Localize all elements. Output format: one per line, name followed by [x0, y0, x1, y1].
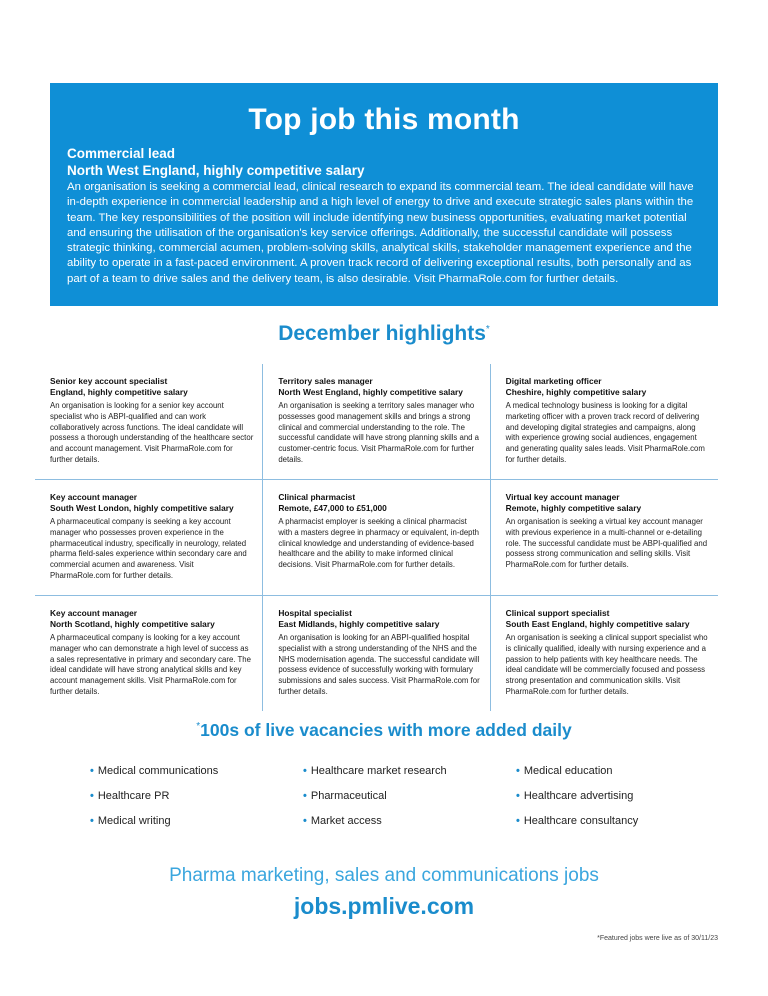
bullet-dot-icon: • — [516, 815, 520, 827]
bullet-dot-icon: • — [303, 765, 307, 777]
job-title: Territory sales manager — [278, 376, 373, 386]
job-card[interactable] — [262, 480, 490, 595]
footnote: *Featured jobs were live as of 30/11/23 — [597, 935, 718, 942]
job-title: Senior key account specialist — [50, 376, 168, 386]
sector-list — [90, 764, 730, 839]
job-subtitle: North West England, highly competitive salary — [278, 387, 463, 397]
job-card[interactable] — [35, 364, 262, 479]
highlights-grid — [35, 364, 718, 711]
sector-item[interactable] — [303, 789, 516, 814]
footer-tagline: Pharma marketing, sales and communications jobs — [169, 865, 599, 886]
highlights-row — [35, 596, 718, 711]
sector-item[interactable] — [303, 814, 516, 839]
bullet-dot-icon: • — [516, 765, 520, 777]
sector-label: Market access — [310, 815, 382, 827]
sector-label: Medical writing — [97, 815, 171, 827]
sector-item[interactable] — [303, 764, 516, 789]
bullet-dot-icon: • — [516, 790, 520, 802]
job-card[interactable] — [262, 364, 490, 479]
highlights-heading — [0, 322, 768, 346]
job-title: Clinical support specialist — [505, 608, 610, 618]
job-description: An organisation is looking for a senior key account specialist who is ABPI-qualified and can work collaboratively across functions. The ideal candidate will possess a thorough understanding of the healthcare sector and account management. Visit PharmaRole.com for further details. — [50, 401, 254, 464]
sector-label: Healthcare PR — [97, 790, 170, 802]
job-title: Key account manager — [50, 492, 138, 502]
sector-label: Medical communications — [97, 765, 219, 777]
job-description: An organisation is seeking a territory sales manager who possesses good management skills and brings a strong clinical and commercial understanding to the role. The successful candidate will have strong planning skills and a customer-centric focus. Visit PharmaRole.com for further details. — [278, 401, 479, 464]
site-link[interactable]: jobs.pmlive.com — [293, 893, 475, 919]
job-title: Key account manager — [50, 608, 138, 618]
job-card[interactable] — [35, 596, 262, 711]
job-description: A medical technology business is looking for a digital marketing officer with a proven track record of delivering and developing digital strategies and campaigns, along with experience growing social audiences, engagement and generating quality sales leads. Visit PharmaRole.com for further details. — [505, 401, 705, 464]
sector-item[interactable] — [516, 789, 729, 814]
job-description: An organisation is seeking a virtual key account manager with previous experience in a multi-channel or e-detailing role. The successful candidate must be ABPI-qualified and possess strong communication and selling skills. Visit PharmaRole.com for further details. — [505, 517, 708, 570]
job-subtitle: England, highly competitive salary — [50, 387, 188, 397]
job-subtitle: East Midlands, highly competitive salary — [278, 619, 440, 629]
sector-item[interactable] — [90, 814, 303, 839]
job-description: An organisation is looking for an ABPI-qualified hospital specialist with a strong understanding of the NHS and the NHS modernisation agenda. The successful candidate will possess evidence of successfully working with formulary submissions and sales success. Visit PharmaRole.com for further details. — [278, 633, 480, 696]
sector-item[interactable] — [90, 789, 303, 814]
bullet-dot-icon: • — [303, 815, 307, 827]
job-title: Virtual key account manager — [505, 492, 620, 502]
job-title: Clinical pharmacist — [278, 492, 356, 502]
job-description: A pharmaceutical company is looking for a key account manager who can demonstrate a high level of success as a sales representative in primary and secondary care. The ideal candidate will have strong analytical skills and key account management skills. Visit PharmaRole.com for further details. — [50, 633, 251, 696]
top-job-description: An organisation is seeking a commercial lead, clinical research to expand its commercial team. The ideal candidate will have in-depth experience in commercial leadership and a high level of energy to drive and execute strategic sales plans within the team. The key responsibilities of the position will include identifying new business opportunities, evaluating market potential and ensuring the utilisation of the organisation's key service offerings. Additionally, the successful candidate will possess strategic thinking, commercial acumen, problem-solving skills, analytical skills, stakeholder management experience and the ability to operate in a fast-paced environment. A proven track record of delivering exceptional results, both personally and as part of a team to drive sales and the delivery team, is also desirable. Visit PharmaRole.com for further details. — [67, 181, 694, 285]
top-job-role: Commercial lead — [67, 146, 176, 161]
job-subtitle: North Scotland, highly competitive salary — [50, 619, 215, 629]
highlights-row — [35, 364, 718, 480]
vacancies-heading — [0, 720, 768, 741]
job-title: Digital marketing officer — [505, 376, 602, 386]
sector-label: Healthcare advertising — [523, 790, 634, 802]
job-card[interactable] — [491, 480, 718, 595]
job-subtitle: Remote, £47,000 to £51,000 — [278, 503, 387, 513]
job-subtitle: South West London, highly competitive salary — [50, 503, 234, 513]
job-subtitle: South East England, highly competitive salary — [505, 619, 690, 629]
sector-column — [303, 764, 516, 839]
job-title: Hospital specialist — [278, 608, 352, 618]
sector-column — [90, 764, 303, 839]
sector-column — [516, 764, 729, 839]
highlights-row — [35, 480, 718, 596]
job-description: A pharmaceutical company is seeking a key account manager who possesses proven experience in the pharmaceutical industry, specifically in neurology, related pharma field-sales experience within secondary care and commercial acumen and awareness. Visit PharmaRole.com for further details. — [50, 517, 247, 580]
job-card[interactable] — [262, 596, 490, 711]
bullet-dot-icon: • — [303, 790, 307, 802]
bullet-dot-icon: • — [90, 790, 94, 802]
top-job-heading: Top job this month — [248, 103, 520, 136]
job-subtitle: Cheshire, highly competitive salary — [505, 387, 647, 397]
job-description: An organisation is seeking a clinical support specialist who is clinically qualified, ideally with nursing experience and a passion to help patients with key healthcare needs. The ideal candidate will be commercially focused and possess strong presentation and communication skills. Visit PharmaRole.com for further details. — [505, 633, 708, 696]
sector-label: Medical education — [523, 765, 613, 777]
bullet-dot-icon: • — [90, 765, 94, 777]
sector-label: Healthcare consultancy — [523, 815, 639, 827]
vacancies-title: 100s of live vacancies with more added daily — [200, 720, 572, 740]
job-card[interactable] — [491, 596, 718, 711]
sector-item[interactable] — [90, 764, 303, 789]
job-card[interactable] — [35, 480, 262, 595]
job-card[interactable] — [491, 364, 718, 479]
bullet-dot-icon: • — [90, 815, 94, 827]
highlights-asterisk: * — [485, 324, 490, 335]
sector-item[interactable] — [516, 764, 729, 789]
sector-label: Healthcare market research — [310, 765, 447, 777]
top-job-location: North West England, highly competitive salary — [67, 163, 365, 178]
job-description: A pharmacist employer is seeking a clinical pharmacist with a masters degree in pharmacy or equivalent, in-depth clinical knowledge and understanding of evidence-based healthcare and the ability to make informed clinical decisions. Visit PharmaRole.com for further details. — [278, 517, 479, 570]
top-job-panel — [50, 83, 718, 306]
vacancies-asterisk: * — [196, 721, 201, 733]
sector-label: Pharmaceutical — [310, 790, 387, 802]
highlights-title: December highlights — [278, 322, 486, 345]
job-subtitle: Remote, highly competitive salary — [505, 503, 642, 513]
sector-item[interactable] — [516, 814, 729, 839]
